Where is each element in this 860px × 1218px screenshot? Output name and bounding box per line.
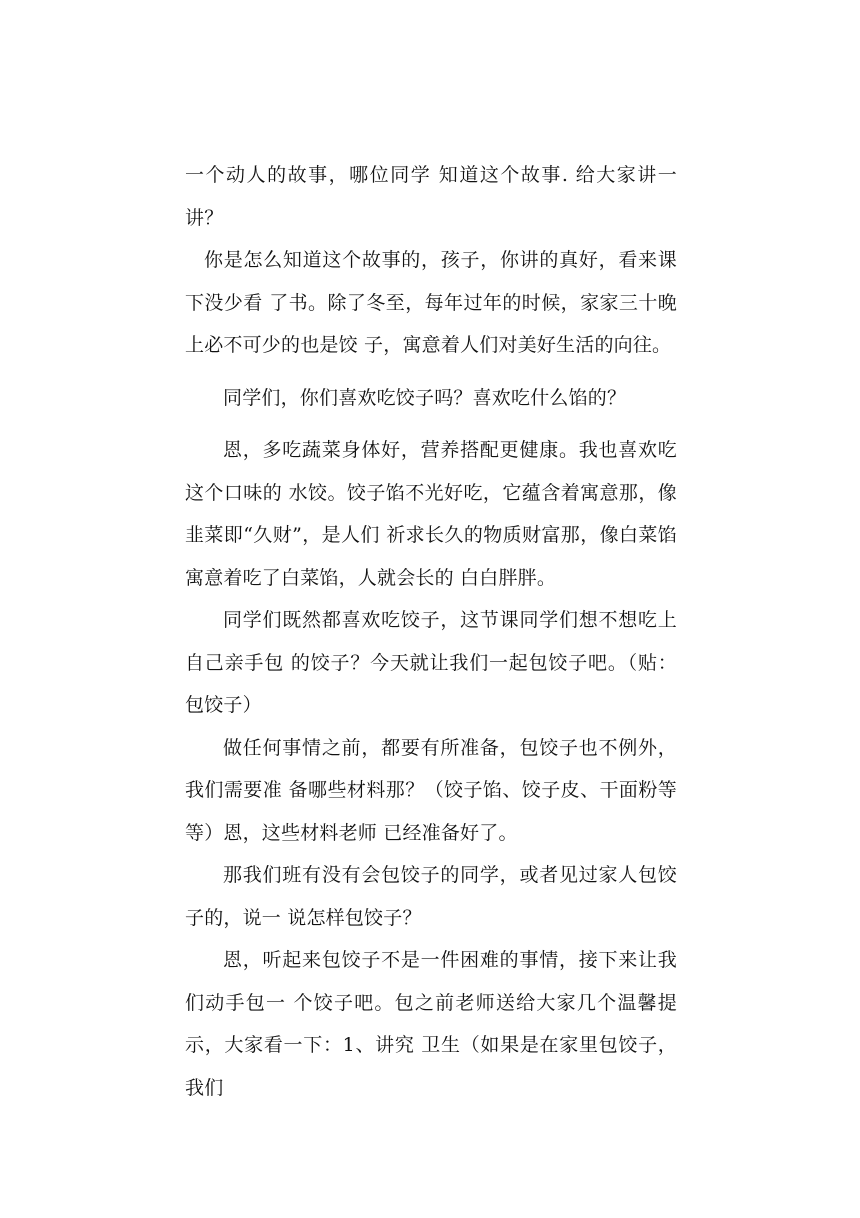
paragraph-5: 同学们既然都喜欢吃饺子，这节课同学们想不想吃上自己亲手包 的饺子？今天就让我们一起包饺子吧。（贴：包饺子） [185,609,677,716]
paragraph-2: 你是怎么知道这个故事的，孩子，你讲的真好，看来课下没少看 了书。除了冬至，每年过年的时候，家家三十晚上必不可少的也是饺 子，寓意着人们对美好生活的向往。 [185,249,677,356]
paragraph-6: 做任何事情之前，都要有所准备，包饺子也不例外，我们需要准 备哪些材料那？（饺子馅、饺子皮、干面粉等等）恩，这些材料老师 已经准备好了。 [185,736,677,844]
document-body [185,154,677,1109]
paragraph-7: 那我们班有没有会包饺子的同学，或者见过家人包饺子的，说一 说怎样包饺子？ [185,864,677,929]
paragraph-3: 同学们，你们喜欢吃饺子吗？喜欢吃什么馅的？ [223,386,627,409]
paragraph-4: 恩，多吃蔬菜身体好，营养搭配更健康。我也喜欢吃这个口味的 水饺。饺子馅不光好吃，它蕴含着寓意那，像韭菜即“久财”，是人们 祈求长久的物质财富那，像白菜馅寓意着吃了白菜馅，人就会长的 白白胖胖。 [185,439,677,589]
paragraph-8: 恩，听起来包饺子不是一件困难的事情，接下来让我们动手包一 个饺子吧。包之前老师送给大家几个温馨提示，大家看一下：1、讲究 卫生（如果是在家里包饺子，我们 [185,949,677,1099]
paragraph-1: 一个动人的故事，哪位同学 知道这个故事. 给大家讲一讲？ [185,164,677,229]
